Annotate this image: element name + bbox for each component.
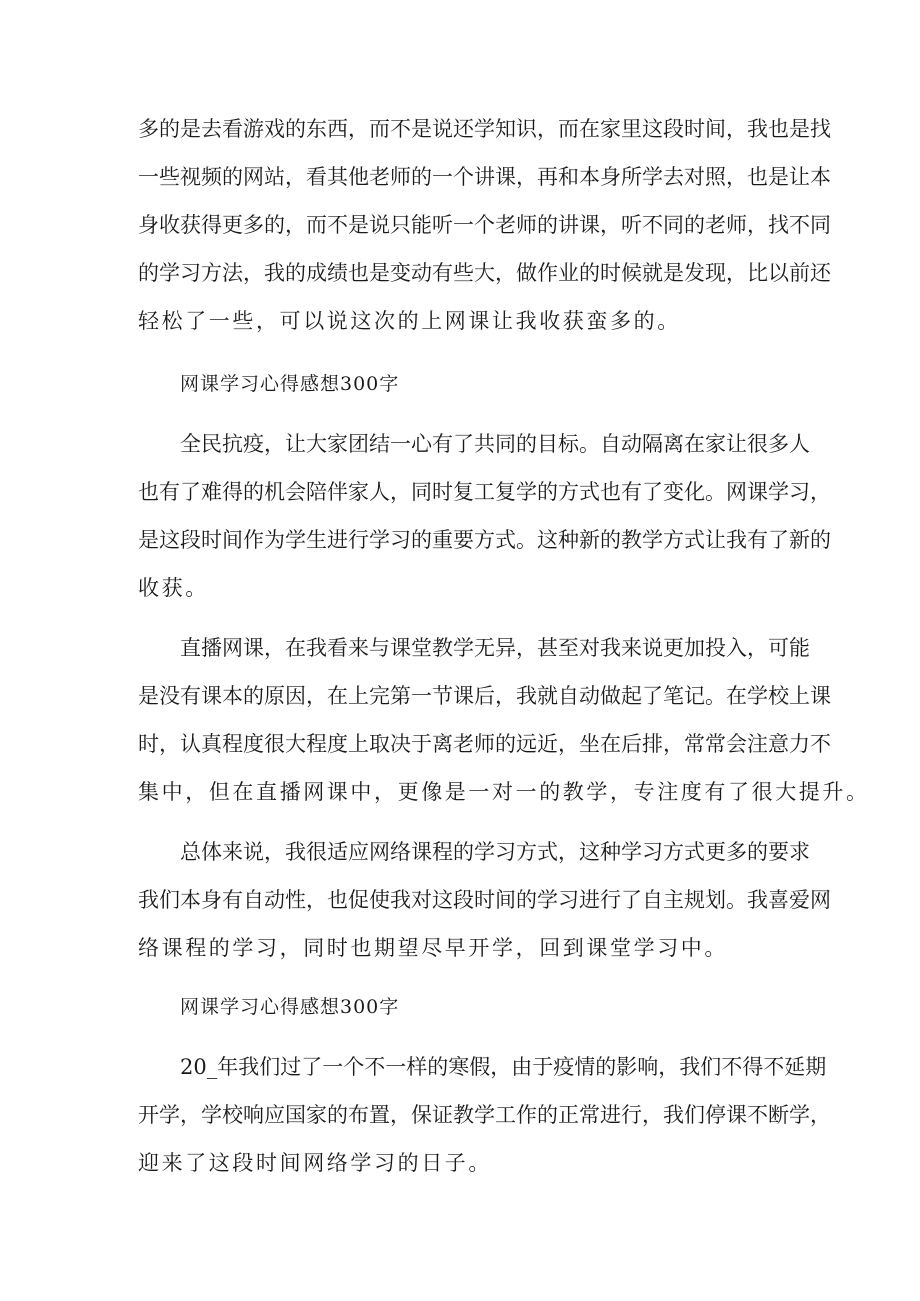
section-heading-2: 网课学习心得感想300字 (180, 996, 400, 1018)
section-heading-1: 网课学习心得感想300字 (180, 373, 400, 395)
paragraph-1-line-2: 一些视频的网站，看其他老师的一个讲课，再和本身所学去对照，也是让本 (138, 165, 831, 189)
paragraph-4-line-2: 我们本身有自动性，也促使我对这段时间的学习进行了自主规划。我喜爱网 (138, 888, 831, 912)
paragraph-2-line-4: 收获。 (138, 576, 209, 600)
paragraph-1-line-4: 的学习方法，我的成绩也是变动有些大，做作业的时候就是发现，比以前还 (138, 261, 831, 285)
paragraph-3-line-4: 集中，但在直播网课中，更像是一对一的教学，专注度有了很大提升。 (138, 780, 870, 804)
paragraph-4-line-1: 总体来说，我很适应网络课程的学习方式，这种学习方式更多的要求 (180, 840, 810, 864)
paragraph-1-line-1: 多的是去看游戏的东西，而不是说还学知识，而在家里这段时间，我也是找 (138, 117, 831, 141)
paragraph-3-line-2: 是没有课本的原因，在上完第一节课后，我就自动做起了笔记。在学校上课 (138, 684, 831, 708)
paragraph-2-line-3: 是这段时间作为学生进行学习的重要方式。这种新的教学方式让我有了新的 (138, 528, 831, 552)
paragraph-3-line-1: 直播网课，在我看来与课堂教学无异，甚至对我来说更加投入，可能 (180, 636, 810, 660)
paragraph-5-line-2: 开学，学校响应国家的布置，保证教学工作的正常进行，我们停课不断学， (138, 1103, 831, 1127)
paragraph-4-line-3: 络课程的学习，同时也期望尽早开学，回到课堂学习中。 (138, 936, 728, 960)
paragraph-2-line-2: 也有了难得的机会陪伴家人，同时复工复学的方式也有了变化。网课学习， (138, 480, 831, 504)
paragraph-2-line-1: 全民抗疫，让大家团结一心有了共同的目标。自动隔离在家让很多人 (180, 432, 810, 456)
paragraph-5-line-1: 20_年我们过了一个不一样的寒假，由于疫情的影响，我们不得不延期 (180, 1055, 827, 1079)
paragraph-3-line-3: 时，认真程度很大程度上取决于离老师的远近，坐在后排，常常会注意力不 (138, 732, 831, 756)
paragraph-1-line-5: 轻松了一些，可以说这次的上网课让我收获蛮多的。 (138, 309, 681, 333)
paragraph-5-line-3: 迎来了这段时间网络学习的日子。 (138, 1151, 492, 1175)
paragraph-1-line-3: 身收获得更多的，而不是说只能听一个老师的讲课，听不同的老师，找不同 (138, 213, 831, 237)
